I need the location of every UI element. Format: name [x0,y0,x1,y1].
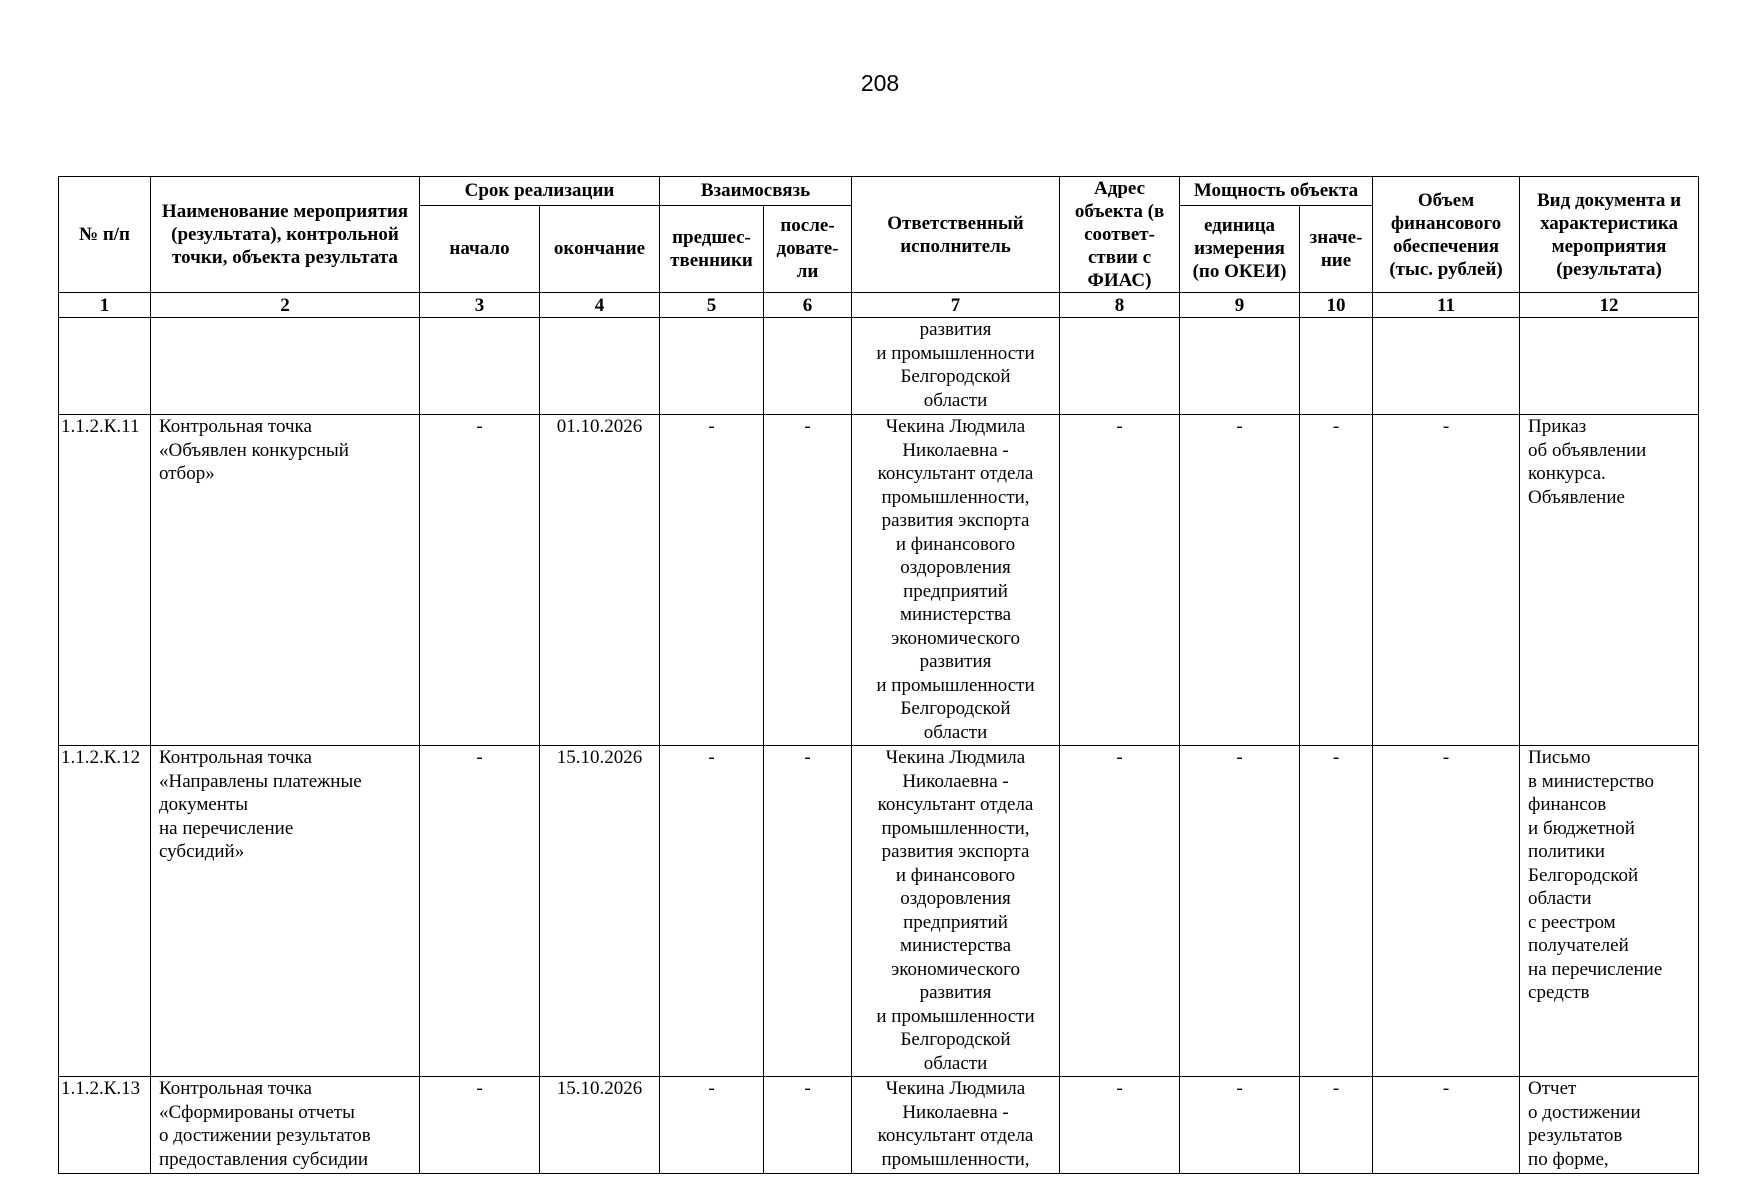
text-line: оздоровления [900,888,1011,909]
header-name: Наименование мероприятия (результата), контрольной точки, объекта результата [151,177,420,293]
row-funding: - [1373,746,1520,1077]
text-line: отбор» [159,463,215,484]
text-line: предоставления субсидии [159,1148,369,1170]
row-funding: - [1373,1077,1520,1174]
text-line: Белгородской [900,366,1011,387]
header-term: Срок реализации [420,177,660,206]
text-line: «Сформированы отчеты [159,1101,355,1123]
row-code: 1.1.2.К.12 [59,746,151,1077]
row-prev: - [660,746,764,1077]
responsible-cell [852,318,1060,415]
row-responsible [852,415,1060,746]
text-line: предприятий [903,911,1008,933]
text-line: на перечисление [1528,958,1663,980]
text-line: и бюджетной [1528,817,1635,839]
row-unit: - [1180,746,1300,1077]
text-line: министерства [899,935,1012,956]
text-line: Николаевна - [902,1101,1009,1123]
text-line: Письмо [1528,747,1591,768]
text-line: об объявлении [1528,439,1647,461]
text-line: финансов [1528,794,1607,815]
text-line: предприятий [903,580,1008,602]
text-line: Контрольная точка [159,416,312,437]
page-number: 208 [860,70,900,96]
text-line: и финансового [895,864,1016,886]
text-line: на перечисление [159,817,294,839]
text-line: политики [1528,841,1605,862]
text-line: о достижении результатов [159,1125,371,1146]
col-number: 9 [1180,293,1300,318]
header-link: Взаимосвязь [660,177,852,206]
row-unit: - [1180,1077,1300,1174]
text-line: результатов [1528,1125,1623,1146]
row-code: 1.1.2.К.13 [59,1077,151,1174]
col-number: 12 [1520,293,1699,318]
text-line: и промышленности [876,1005,1035,1027]
col-number: 7 [852,293,1060,318]
text-line: и промышленности [876,342,1035,364]
header-term-end: окончание [540,205,660,292]
row-start: - [420,746,540,1077]
text-line: средств [1528,982,1590,1003]
text-line: о достижении [1528,1101,1641,1123]
row-responsible [852,746,1060,1077]
table-row-continuation [59,318,1699,415]
text-line: развития [919,319,992,340]
header-capacity-unit: единица измерения (по ОКЕИ) [1180,205,1300,292]
text-line: развития [919,982,992,1003]
col-number: 8 [1060,293,1180,318]
text-line: субсидий» [159,841,245,862]
col-number: 6 [764,293,852,318]
text-line: Контрольная точка [159,747,312,768]
row-address: - [1060,1077,1180,1174]
row-name [151,746,420,1077]
text-line: развития [919,651,992,672]
text-line: области [923,721,988,743]
text-line: промышленности, [881,1148,1030,1170]
header-link-prev: предшес-твенники [660,205,764,292]
text-line: конкурса. [1528,463,1606,484]
header-num: № п/п [59,177,151,293]
row-value: - [1300,415,1373,746]
row-address: - [1060,415,1180,746]
empty-cell [1180,318,1300,415]
row-address: - [1060,746,1180,1077]
row-prev: - [660,1077,764,1174]
col-number: 10 [1300,293,1373,318]
row-doc [1520,415,1699,746]
text-line: с реестром [1528,911,1616,933]
header-address: Адрес объекта (в соответ-ствии с ФИАС) [1060,177,1180,293]
row-next: - [764,1077,852,1174]
table-row [59,415,1699,746]
empty-cell [1300,318,1373,415]
text-line: Чекина Людмила [885,747,1026,768]
text-line: Приказ [1528,416,1587,437]
text-line: Белгородской [900,1029,1011,1050]
row-doc [1520,746,1699,1077]
text-line: оздоровления [900,557,1011,578]
header-term-start: начало [420,205,540,292]
empty-cell [59,318,151,415]
row-next: - [764,746,852,1077]
text-line: консультант отдела [877,794,1034,815]
empty-cell [660,318,764,415]
row-code: 1.1.2.К.11 [59,415,151,746]
row-prev: - [660,415,764,746]
header-link-next: после-довате-ли [764,205,852,292]
header-doc: Вид документа и характеристика мероприятия (результата) [1520,177,1699,293]
text-line: Белгородской [1528,864,1639,886]
text-line: в министерство [1528,770,1655,792]
row-start: - [420,415,540,746]
text-line: Чекина Людмила [885,416,1026,437]
text-line: Чекина Людмила [885,1078,1026,1099]
text-line: документы [159,794,249,815]
text-line: консультант отдела [877,1125,1034,1146]
text-line: Николаевна - [902,770,1009,792]
text-line: промышленности, [881,817,1030,839]
row-doc [1520,1077,1699,1174]
col-number: 1 [59,293,151,318]
table-row [59,1077,1699,1174]
col-number: 2 [151,293,420,318]
text-line: Отчет [1528,1078,1577,1099]
empty-cell [1520,318,1699,415]
empty-cell [151,318,420,415]
text-line: области [1528,888,1592,909]
text-line: промышленности, [881,486,1030,508]
row-value: - [1300,1077,1373,1174]
empty-cell [764,318,852,415]
empty-cell [540,318,660,415]
col-number: 11 [1373,293,1520,318]
row-end: 01.10.2026 [540,415,660,746]
col-number: 4 [540,293,660,318]
text-line: Белгородской [900,698,1011,719]
text-line: экономического [891,627,1020,649]
row-name [151,1077,420,1174]
text-line: области [923,389,988,411]
plan-table [58,176,1699,1174]
text-line: и финансового [895,533,1016,555]
text-line: развития экспорта [881,841,1030,862]
text-line: консультант отдела [877,463,1034,484]
row-name [151,415,420,746]
row-unit: - [1180,415,1300,746]
table-row [59,746,1699,1077]
header-responsible: Ответственный исполнитель [852,177,1060,293]
empty-cell [1060,318,1180,415]
row-start: - [420,1077,540,1174]
col-number: 5 [660,293,764,318]
text-line: области [923,1052,988,1074]
text-line: Контрольная точка [159,1078,312,1099]
text-line: экономического [891,958,1020,980]
header-funding: Объем финансового обеспечения (тыс. рублей) [1373,177,1520,293]
text-line: «Объявлен конкурсный [159,439,349,461]
text-line: Объявление [1528,486,1625,508]
row-funding: - [1373,415,1520,746]
col-number: 3 [420,293,540,318]
text-line: «Направлены платежные [159,770,362,792]
text-line: по форме, [1528,1148,1609,1170]
text-line: получателей [1528,935,1629,956]
text-line: развития экспорта [881,510,1030,531]
row-next: - [764,415,852,746]
row-value: - [1300,746,1373,1077]
header-capacity: Мощность объекта [1180,177,1373,206]
text-line: министерства [899,604,1012,625]
text-line: Николаевна - [902,439,1009,461]
row-end: 15.10.2026 [540,746,660,1077]
row-responsible [852,1077,1060,1174]
row-end: 15.10.2026 [540,1077,660,1174]
text-line: и промышленности [876,674,1035,696]
header-capacity-value: значе-ние [1300,205,1373,292]
empty-cell [1373,318,1520,415]
empty-cell [420,318,540,415]
